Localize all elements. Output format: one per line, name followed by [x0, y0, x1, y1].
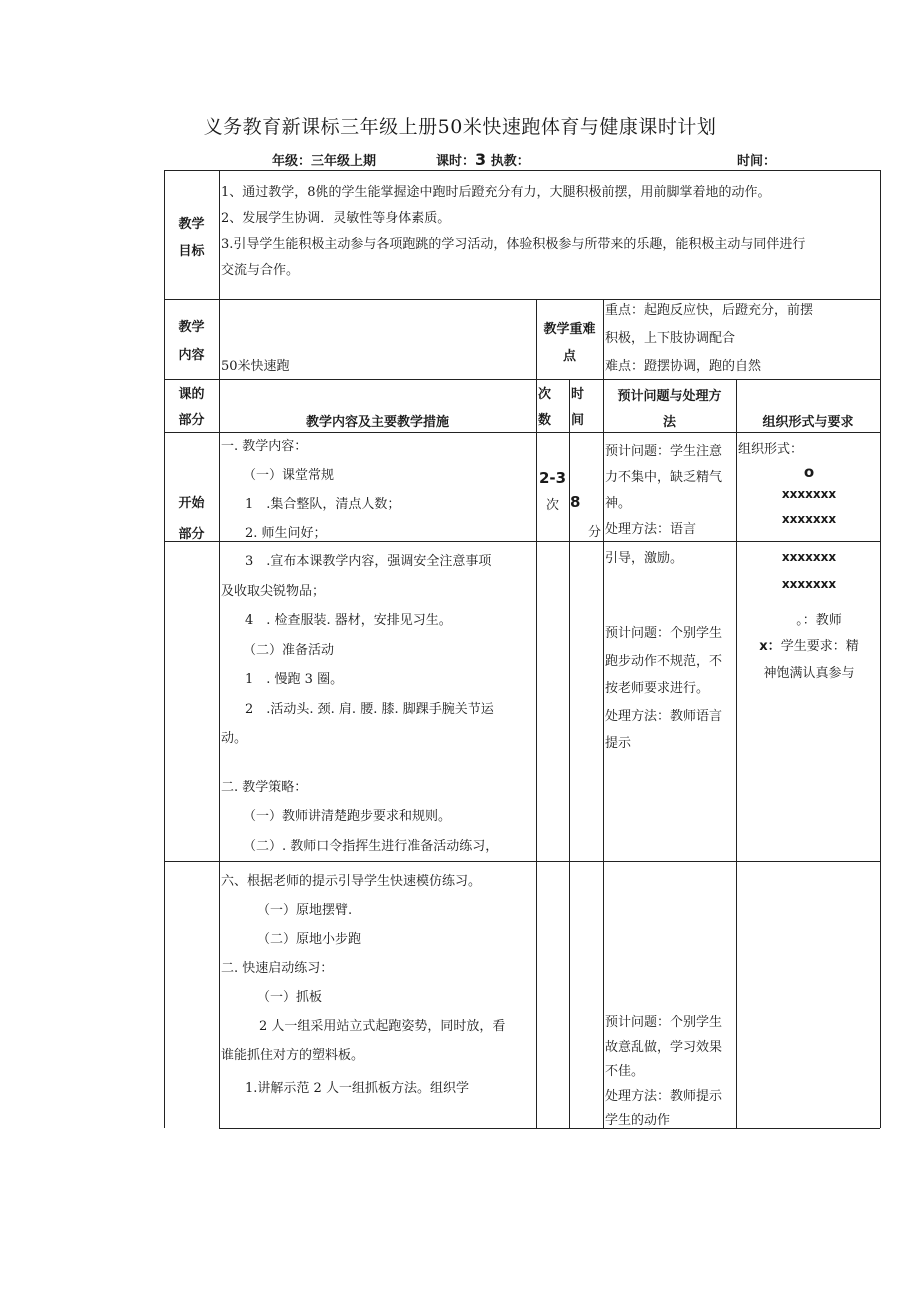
header-count — [538, 382, 569, 434]
start-issue-line: 预计问题：学生注意 — [605, 444, 723, 459]
header-organization: 组织形式与要求 — [762, 415, 854, 430]
legend-requirement: 神饱满认真参与 — [763, 666, 855, 681]
header-issues-line: 法 — [662, 415, 676, 430]
objective-line: 交流与合作。 — [221, 263, 300, 278]
start-cont-line: 3 .宣布本课教学内容，强调安全注意事项 — [245, 554, 492, 569]
objectives-label — [164, 211, 219, 265]
start-line: （一）课堂常规 — [243, 468, 335, 483]
objective-line: 3.引导学生能积极主动参与各项跑跳的学习活动，体验积极参与所带来的乐趣，能积极主动与同伴进行 — [221, 237, 806, 252]
teacher-marker: o — [803, 463, 815, 481]
basic-line: 六、根据老师的提示引导学生快速模仿练习。 — [221, 874, 482, 889]
basic-line: 二. 快速启动练习： — [221, 961, 334, 976]
key-point-line: 难点：蹬摆协调，跑的自然 — [605, 359, 762, 374]
header-content: 教学内容及主要教学措施 — [305, 415, 449, 430]
start-cont-line: 动。 — [221, 731, 248, 746]
basic-issue-line: 预计问题：个别学生 — [605, 1015, 723, 1030]
start-cont-content — [221, 547, 535, 861]
start-cont-line: 1 . 慢跑 3 圈。 — [245, 672, 344, 687]
header-time-line: 间 — [571, 413, 585, 428]
start-cont-line: 4 . 检查服装. 器材，安排见习生。 — [245, 613, 452, 628]
basic-issue-line: 故意乱做，学习效果 — [605, 1039, 723, 1055]
start-cont-issue-line: 按老师要求进行。 — [605, 681, 710, 696]
start-issue-line: 力不集中，缺乏精气 — [605, 470, 723, 485]
header-count-line: 次 — [538, 387, 552, 402]
content-label-line: 内容 — [178, 348, 205, 363]
key-point-line: 重点：起跑反应快，后蹬充分，前摆 — [605, 303, 814, 318]
student-row: xxxxxxx — [781, 550, 837, 564]
start-issues — [605, 439, 736, 541]
student-row: xxxxxxx — [781, 577, 837, 591]
start-cont-issue-line: 提示 — [605, 736, 632, 751]
legend-student-mark: x： — [759, 639, 781, 654]
period-label: 课时： — [436, 154, 476, 169]
start-time-value: 8 — [570, 493, 581, 511]
basic-content — [221, 867, 535, 1103]
grade-label: 年级：三年级上期 — [272, 154, 377, 169]
student-row: xxxxxxx — [781, 487, 837, 501]
objectives-label-line: 教学 — [178, 217, 205, 232]
basic-line: （二）原地小步跑 — [257, 932, 362, 947]
key-point-line: 积极，上下肢协调配合 — [605, 331, 736, 346]
student-row: xxxxxxx — [781, 512, 837, 526]
start-count-value: 2-3 — [538, 469, 567, 487]
start-issue-line: 处理方法：语言 — [605, 522, 697, 537]
header-part-line: 部分 — [178, 413, 205, 428]
start-part-label — [164, 488, 219, 550]
start-count — [536, 464, 569, 520]
start-line: 1 .集合整队，清点人数； — [245, 497, 401, 512]
header-issues — [603, 384, 736, 436]
start-cont-issue-a: 引导，激励。 — [605, 551, 684, 566]
start-cont-line — [221, 754, 535, 773]
org-title: 组织形式： — [738, 442, 804, 457]
content-label-line: 教学 — [178, 320, 205, 335]
start-cont-organization — [738, 544, 880, 687]
content-label — [164, 314, 219, 370]
basic-line: 1.讲解示范 2 人一组抓板方法。组织学 — [245, 1081, 469, 1096]
content-value: 50米快速跑 — [221, 359, 290, 374]
start-part-label-line: 开始 — [178, 496, 205, 511]
start-time-unit: 分 — [588, 525, 602, 540]
header-part — [164, 382, 219, 434]
time-label: 时间： — [737, 154, 777, 169]
objective-line: 2、发展学生协调．灵敏性等身体素质。 — [221, 211, 451, 226]
start-cont-line: （二）. 教师口令指挥生进行准备活动练习， — [243, 838, 499, 854]
basic-line: 谁能抓住对方的塑料板。 — [221, 1048, 365, 1063]
document-title: 义务教育新课标三年级上册50米快速跑体育与健康课时计划 — [203, 116, 717, 138]
start-cont-line: 及收取尖锐物品； — [221, 583, 326, 599]
start-content — [221, 432, 535, 540]
header-count-line: 数 — [538, 413, 552, 428]
teacher-label: 执教： — [490, 154, 530, 169]
start-cont-issue-line: 预计问题：个别学生 — [605, 626, 723, 641]
legend-teacher: 。：教师 — [796, 613, 842, 628]
key-points-text — [605, 297, 880, 381]
basic-issue-line: 学生的动作 — [605, 1113, 671, 1128]
basic-issue-line: 不佳。 — [605, 1064, 645, 1079]
header-issues-line: 预计问题与处理方 — [617, 389, 722, 404]
key-points-label — [536, 316, 603, 370]
start-organization — [738, 437, 880, 532]
key-points-label-line: 点 — [562, 349, 576, 364]
start-cont-issues — [605, 620, 736, 758]
header-time — [571, 382, 603, 434]
start-cont-issue-line: 跑步动作不规范，不 — [605, 653, 723, 669]
start-cont-issue-line: 处理方法：教师语言 — [605, 708, 723, 724]
start-cont-line: （二）准备活动 — [243, 642, 335, 658]
start-cont-line: （一）教师讲清楚跑步要求和规则。 — [243, 809, 452, 824]
legend-student-text: 学生要求：精 — [780, 639, 859, 654]
start-cont-line: 2 .活动头. 颈. 肩. 腰. 膝. 脚踝手腕关节运 — [245, 701, 494, 717]
basic-issue-line: 处理方法：教师提示 — [605, 1088, 723, 1104]
basic-issues — [605, 1011, 736, 1134]
objectives-text — [221, 180, 879, 284]
period-info — [436, 150, 530, 169]
objectives-label-line: 目标 — [178, 244, 205, 259]
key-points-label-line: 教学重难 — [543, 322, 596, 337]
start-issue-line: 神。 — [605, 496, 632, 511]
start-line: 2. 师生问好； — [245, 526, 327, 540]
basic-line: 2 人一组采用站立式起跑姿势，同时放，看 — [259, 1019, 506, 1034]
legend-student — [738, 633, 880, 660]
basic-line: （一）抓板 — [257, 990, 323, 1005]
start-cont-line: 二. 教学策略： — [221, 779, 308, 795]
basic-line: （一）原地摆臂. — [257, 903, 353, 918]
start-line: 一. 教学内容： — [221, 439, 308, 454]
start-part-label-line: 部分 — [178, 527, 205, 542]
header-time-line: 时 — [571, 387, 585, 402]
objective-line: 1、通过教学，8佻的学生能掌握途中跑时后蹬充分有力，大腿积极前摆，用前脚掌着地的动作。 — [221, 185, 771, 200]
header-part-line: 课的 — [178, 387, 205, 402]
period-value: 3 — [475, 150, 487, 169]
start-count-unit: 次 — [545, 498, 559, 513]
